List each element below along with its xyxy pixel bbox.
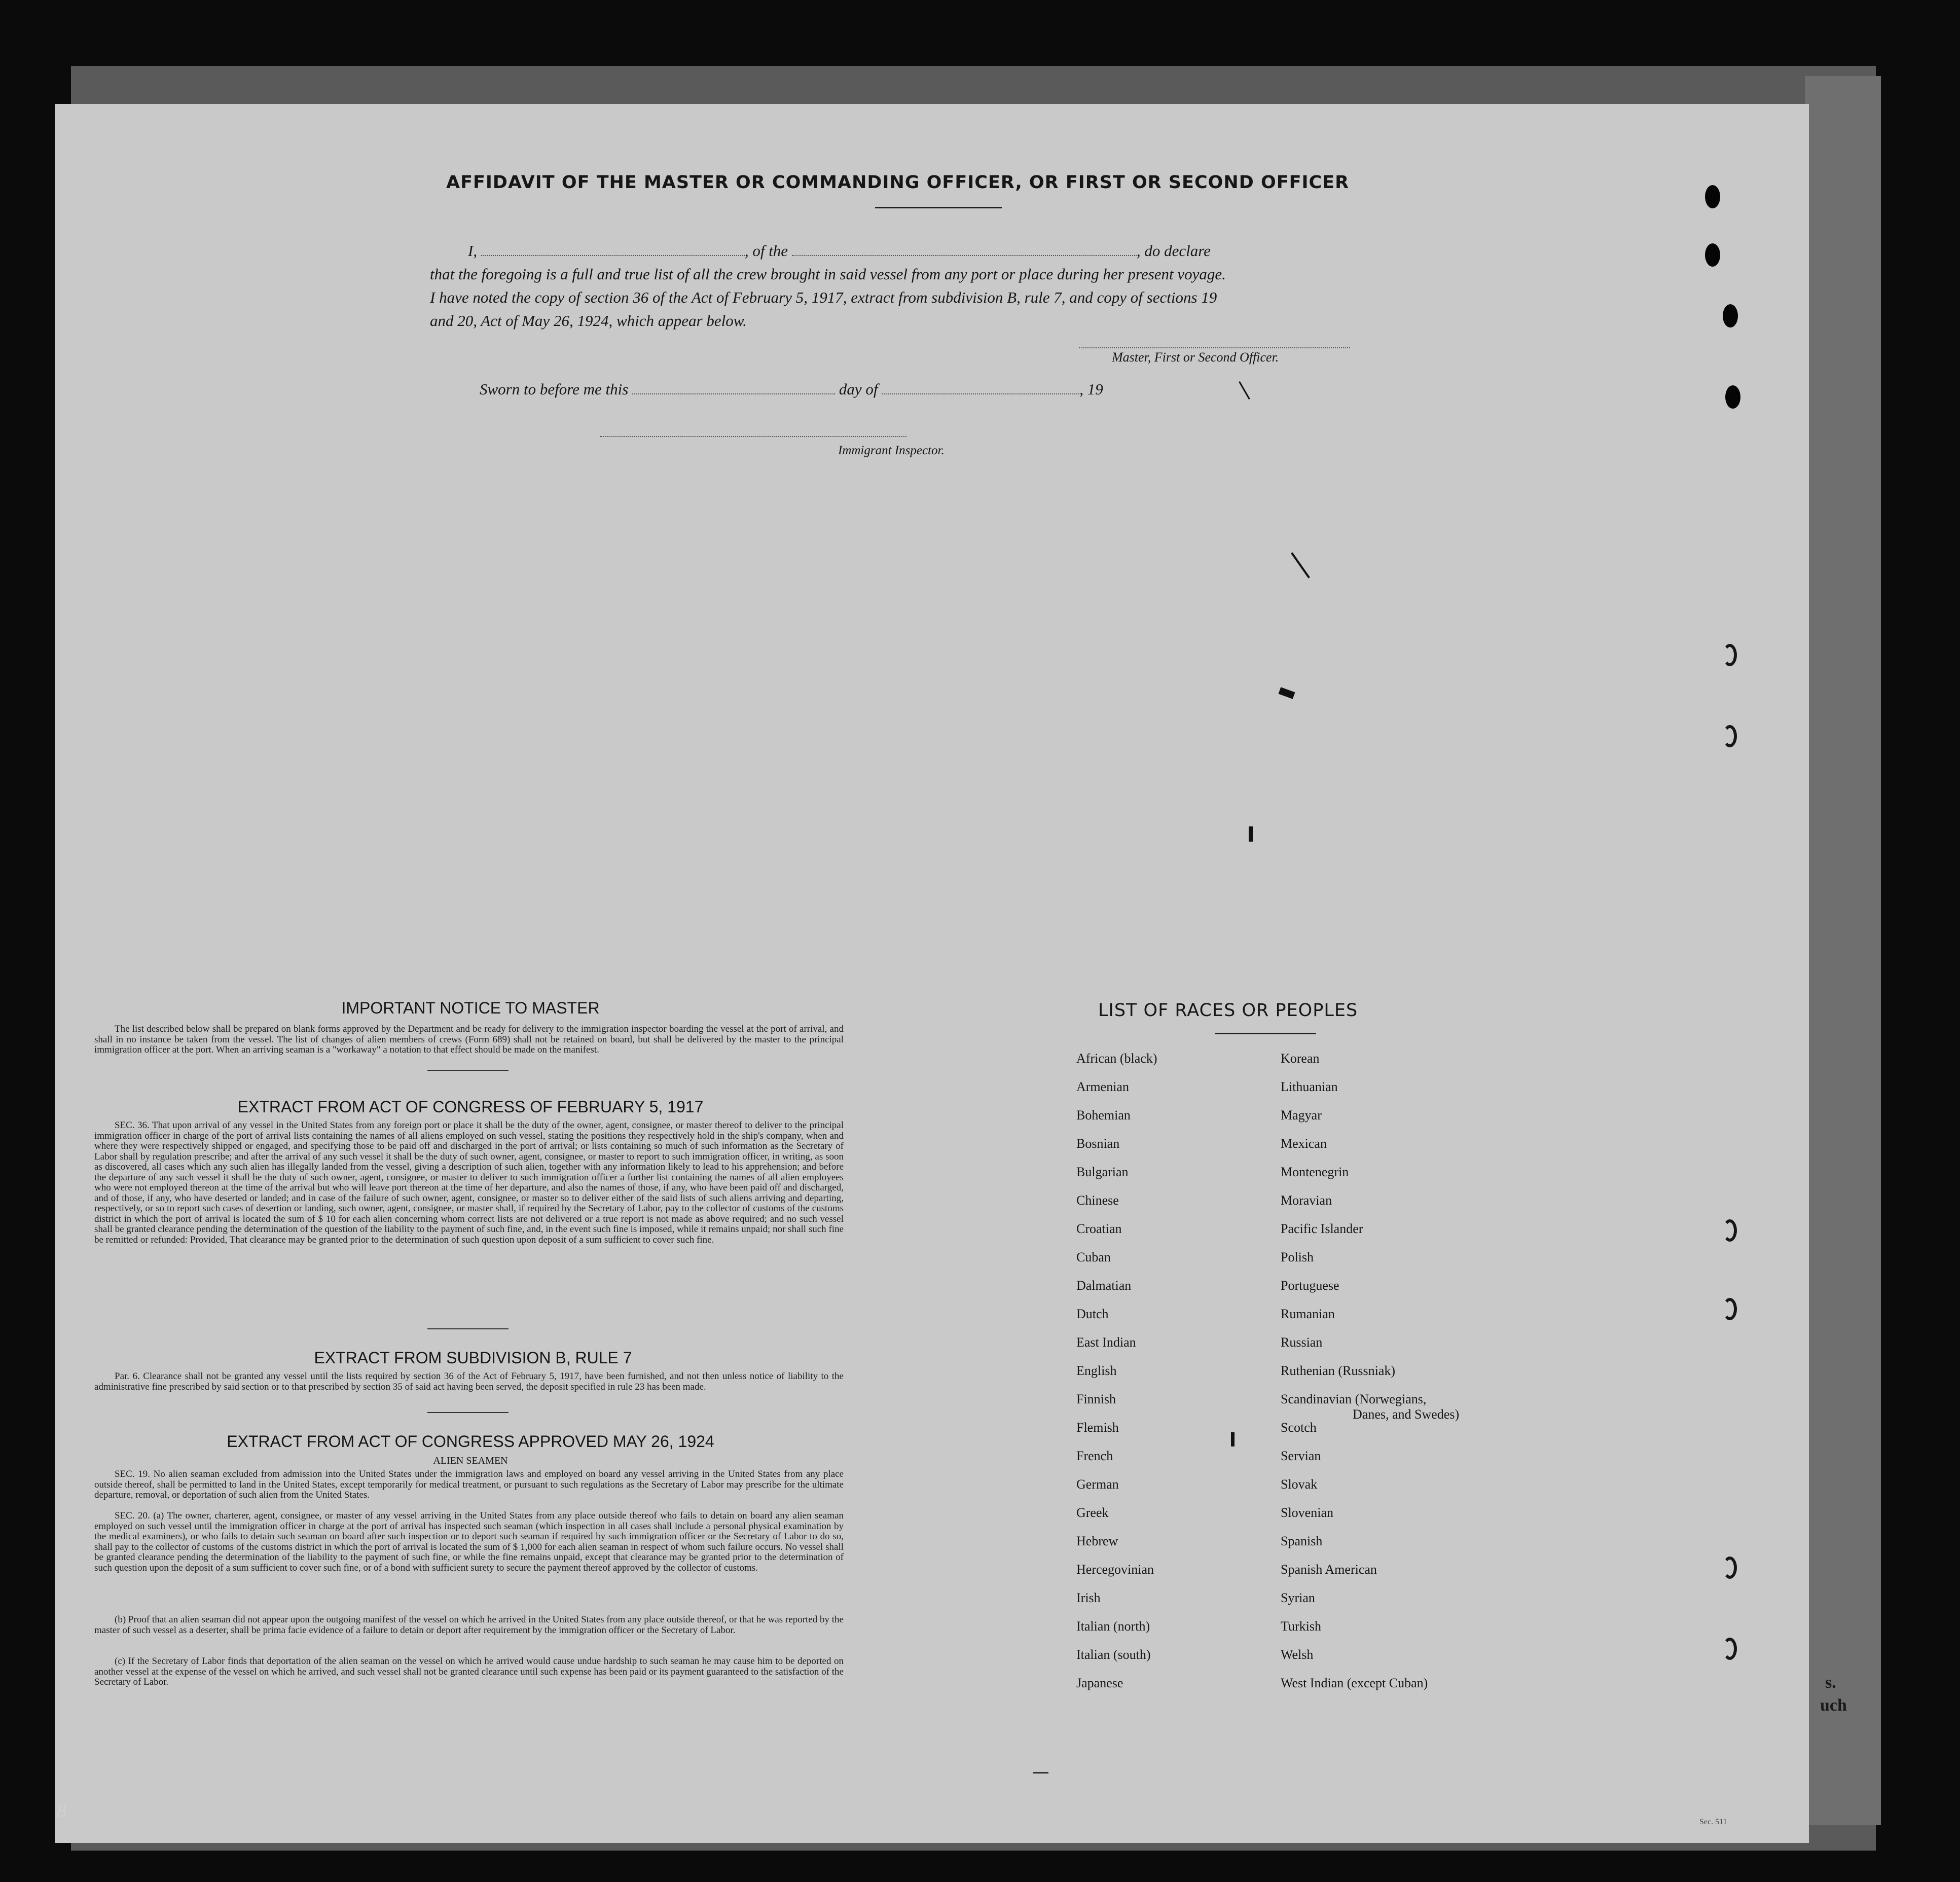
race-item: Moravian xyxy=(1281,1193,1332,1208)
race-item: Croatian xyxy=(1076,1221,1122,1236)
vessel-blank[interactable] xyxy=(792,255,1137,256)
race-item: Spanish American xyxy=(1281,1562,1377,1577)
race-item: Syrian xyxy=(1281,1590,1315,1605)
sworn-month-blank[interactable] xyxy=(882,393,1079,394)
master-signature-line[interactable] xyxy=(1079,347,1350,348)
race-item: Flemish xyxy=(1076,1420,1119,1435)
race-item: Dutch xyxy=(1076,1307,1109,1321)
race-item: Dalmatian xyxy=(1076,1278,1132,1293)
affidavit-line-4: and 20, Act of May 26, 1924, which appear below. xyxy=(430,312,747,330)
race-item: Greek xyxy=(1076,1505,1109,1520)
extract-1917-title: EXTRACT FROM ACT OF CONGRESS OF FEBRUARY 5, 1917 xyxy=(237,1098,704,1116)
ink-mark xyxy=(1231,1432,1235,1446)
inspector-signature-line[interactable] xyxy=(600,436,906,437)
sec19-text: SEC. 19. No alien seaman excluded from admission into the United States under the immigration laws and employed on board any vessel arriving in the United States from any place outside thereof, shall be permitted to land in the United States, except temporarily for medical treatment, or pursuant to such regulations as the Secretary of Labor may prescribe for the ultimate departure, removal, or deportation of such alien from the United States. xyxy=(94,1469,844,1500)
underlying-sheet-edge xyxy=(1805,76,1881,1825)
race-item: Ruthenian (Russniak) xyxy=(1281,1363,1396,1378)
master-label: Master, First or Second Officer. xyxy=(1112,350,1279,365)
section-rule xyxy=(427,1328,509,1329)
race-item: Polish xyxy=(1281,1250,1314,1264)
race-item: Italian (south) xyxy=(1076,1647,1151,1662)
binder-hole xyxy=(1723,1638,1737,1660)
race-item: Irish xyxy=(1076,1590,1101,1605)
binder-hole xyxy=(1723,725,1737,747)
sec20a-text: SEC. 20. (a) The owner, charterer, agent, consignee, or master of any vessel arriving in the United States from any place outside thereof who fails to detain on board any alien seaman employed on such vessel until the immigration officer in charge at the port of arrival has inspected such seaman (which inspection in all cases shall include a personal physical examination by the medical examiners), or who fails to detain such seaman on board after such inspection or to deport such seaman if required by such immigration officer or the Secretary of Labor to do so, shall pay to the collector of customs of the customs district in which the port of arrival is located the sum of $ 1,000 for each alien seaman in respect of whom such failure occurs. No vessel shall be granted clearance pending the determination of the liability to the payment of such fine, or while the fine remains unpaid, except that clearance may be granted prior to the determination of such question upon the deposit of a sum sufficient to cover such fine, or of a bond with sufficient surety to secure the payment thereof approved by the collector of customs. xyxy=(94,1510,844,1573)
inspector-label: Immigrant Inspector. xyxy=(838,444,945,457)
race-item: German xyxy=(1076,1477,1119,1492)
sworn-line xyxy=(480,380,1103,399)
race-item: Mexican xyxy=(1281,1136,1327,1151)
race-item: Korean xyxy=(1281,1051,1320,1066)
race-item: Bosnian xyxy=(1076,1136,1120,1151)
binder-hole xyxy=(1723,1557,1737,1579)
binder-hole xyxy=(1705,185,1720,208)
binder-hole xyxy=(1723,304,1738,328)
race-item: West Indian (except Cuban) xyxy=(1281,1676,1428,1690)
affidavit-title: AFFIDAVIT OF THE MASTER OR COMMANDING OFFICER, OR FIRST OR SECOND OFFICER xyxy=(446,172,1350,193)
sec20c-text: (c) If the Secretary of Labor finds that deportation of the alien seaman on the vessel on which he arrived would cause undue hardship to such seaman he may cause him to be deported on another vessel at the expense of the vessel on which he arrived, and such vessel shall not be granted clearance until such expense has been paid or its payment guaranteed to the satisfaction of the Secretary of Labor. xyxy=(94,1656,844,1687)
year-prefix: , 19 xyxy=(1079,380,1103,398)
edge-text: s. xyxy=(1825,1673,1836,1692)
sworn-day-blank[interactable] xyxy=(632,393,835,394)
race-item: Montenegrin xyxy=(1281,1165,1349,1179)
extract-1924-title: EXTRACT FROM ACT OF CONGRESS APPROVED MAY 26, 1924 xyxy=(227,1432,714,1451)
sec20b-text: (b) Proof that an alien seaman did not appear upon the outgoing manifest of the vessel on which he arrived in the United States from any place outside thereof, or that he was reported by the master of such vessel as a deserter, shall be prima facie evidence of a failure to detain or deport after requirement by the immigration officer or the Secretary of Labor. xyxy=(94,1614,844,1636)
i-prefix: I, xyxy=(468,242,478,260)
races-title-rule xyxy=(1215,1033,1316,1034)
race-item: Pacific Islander xyxy=(1281,1221,1363,1236)
race-item: Scandinavian (Norwegians, xyxy=(1281,1392,1427,1406)
binder-hole xyxy=(1725,385,1740,409)
extract-1924-subtitle: ALIEN SEAMEN xyxy=(433,1455,508,1466)
section-rule xyxy=(427,1412,509,1413)
of-the-label: , of the xyxy=(744,242,788,260)
notice-text: The list described below shall be prepared on blank forms approved by the Department and be ready for delivery to the immigration inspector boarding the vessel at the port of arrival, and shall in no instance be taken from the vessel. The list of changes of alien members of crews (Form 689) shall not be retained on board, but shall be delivered by the master to the principal immigration officer at the port. When an arriving seaman is a "workaway" a notation to that effect should be made on the manifest. xyxy=(94,1024,844,1055)
race-item: Slovak xyxy=(1281,1477,1318,1492)
race-item: Cuban xyxy=(1076,1250,1111,1264)
race-item: Spanish xyxy=(1281,1534,1323,1548)
title-rule xyxy=(875,207,1002,208)
race-item: Rumanian xyxy=(1281,1307,1335,1321)
ink-mark xyxy=(1279,687,1295,699)
affidavit-line-2: that the foregoing is a full and true list of all the crew brought in said vessel from any port or place during her present voyage. xyxy=(430,265,1226,283)
form-number: Sec. 511 xyxy=(1699,1818,1727,1826)
edge-text: uch xyxy=(1820,1696,1847,1715)
race-item: Armenian xyxy=(1076,1079,1129,1094)
race-item: French xyxy=(1076,1449,1113,1463)
race-item: Welsh xyxy=(1281,1647,1314,1662)
race-item: Italian (north) xyxy=(1076,1619,1150,1634)
footer-dash xyxy=(1033,1772,1048,1774)
name-blank[interactable] xyxy=(481,255,745,256)
ink-mark xyxy=(1249,826,1253,842)
section-rule xyxy=(427,1070,509,1071)
race-item: Finnish xyxy=(1076,1392,1116,1406)
notice-title: IMPORTANT NOTICE TO MASTER xyxy=(341,999,600,1017)
rule7-text: Par. 6. Clearance shall not be granted any vessel until the lists required by section 36 of the Act of February 5, 1917, have been furnished, and not then unless notice of liability to the administrative fine prescribed by said section or to that prescribed by section 35 of said act having been served, the deposit specified in rule 23 has been made. xyxy=(94,1371,844,1392)
extract-1917-text: SEC. 36. That upon arrival of any vessel in the United States from any foreign port or place it shall be the duty of the owner, agent, consignee, or master thereof to deliver to the principal immigration officer in charge of the port of arrival lists containing the names of all aliens employed on such vessel, stating the positions they respectively hold in the ship's company, when and where they were respectively shipped or engaged, and specifying those to be paid off and discharged in the port of arrival; or lists containing so much of such information as the Secretary of Labor shall by regulation prescribe; and after the arrival of any such vessel it shall be the duty of such owner, agent, consignee, or master to report to such immigration officer, in writing, as soon as discovered, all cases which any such alien has illegally landed from the vessel, giving a description of such alien, together with any information likely to lead to his apprehension; and before the departure of any such vessel it shall be the duty of such owner, agent, consignee, or master to deliver to such immigration officer a further list containing the names of all alien employees who were not employed thereon at the time of the arrival but who will leave port thereon at the time of her departure, and also the names of those, if any, who have been paid off and discharged, and of those, if any, who have deserted or landed; and in case of the failure of such owner, agent, consignee, or master so to deliver either of the said lists of such aliens arriving and departing, respectively, or so to report such cases of desertion or landing, such owner, agent, consignee, or master shall, if required by the Secretary of Labor, pay to the collector of customs of the customs district in which the port of arrival is located the sum of $ 10 for each alien concerning whom correct lists are not delivered or a true report is not made as above required; and no such vessel shall be granted clearance pending the determination of the question of the liability to the payment of such fine, and, in the event such fine is imposed, while it remains unpaid; nor shall such fine be remitted or refunded: Provided, That clearance may be granted prior to the determination of such question upon deposit of a sum sufficient to cover such fine. xyxy=(94,1120,844,1245)
binder-hole xyxy=(1705,243,1720,267)
race-item: Hebrew xyxy=(1076,1534,1118,1548)
race-item: Lithuanian xyxy=(1281,1079,1338,1094)
race-item: Japanese xyxy=(1076,1676,1123,1690)
race-item: Servian xyxy=(1281,1449,1321,1463)
race-item: Russian xyxy=(1281,1335,1323,1350)
affidavit-line-3: I have noted the copy of section 36 of the Act of February 5, 1917, extract from subdivision B, rule 7, and copy of sections 19 xyxy=(430,288,1217,306)
race-item: Hercegovinian xyxy=(1076,1562,1154,1577)
race-item: Bulgarian xyxy=(1076,1165,1129,1179)
race-item: Slovenian xyxy=(1281,1505,1333,1520)
affidavit-line-1 xyxy=(468,242,1211,260)
ink-mark xyxy=(1291,552,1310,578)
race-item: East Indian xyxy=(1076,1335,1136,1350)
race-item: Magyar xyxy=(1281,1108,1322,1123)
binder-hole xyxy=(1723,644,1737,666)
day-of-label: day of xyxy=(839,380,878,398)
do-declare-label: , do declare xyxy=(1136,242,1211,260)
rule7-title: EXTRACT FROM SUBDIVISION B, RULE 7 xyxy=(314,1349,632,1367)
races-title: LIST OF RACES OR PEOPLES xyxy=(1098,1000,1358,1021)
margin-mark: 8 xyxy=(57,1800,66,1822)
race-item-continued: Danes, and Swedes) xyxy=(1353,1407,1460,1422)
binder-hole xyxy=(1723,1298,1737,1320)
race-item: Bohemian xyxy=(1076,1108,1131,1123)
race-item: English xyxy=(1076,1363,1117,1378)
race-item: Turkish xyxy=(1281,1619,1321,1634)
document-page xyxy=(55,104,1809,1843)
race-item: Portuguese xyxy=(1281,1278,1339,1293)
race-item: Scotch xyxy=(1281,1420,1317,1435)
race-item: Chinese xyxy=(1076,1193,1119,1208)
sworn-prefix: Sworn to before me this xyxy=(480,380,629,398)
ink-mark xyxy=(1239,381,1250,400)
binder-hole xyxy=(1723,1219,1737,1242)
race-item: African (black) xyxy=(1076,1051,1157,1066)
